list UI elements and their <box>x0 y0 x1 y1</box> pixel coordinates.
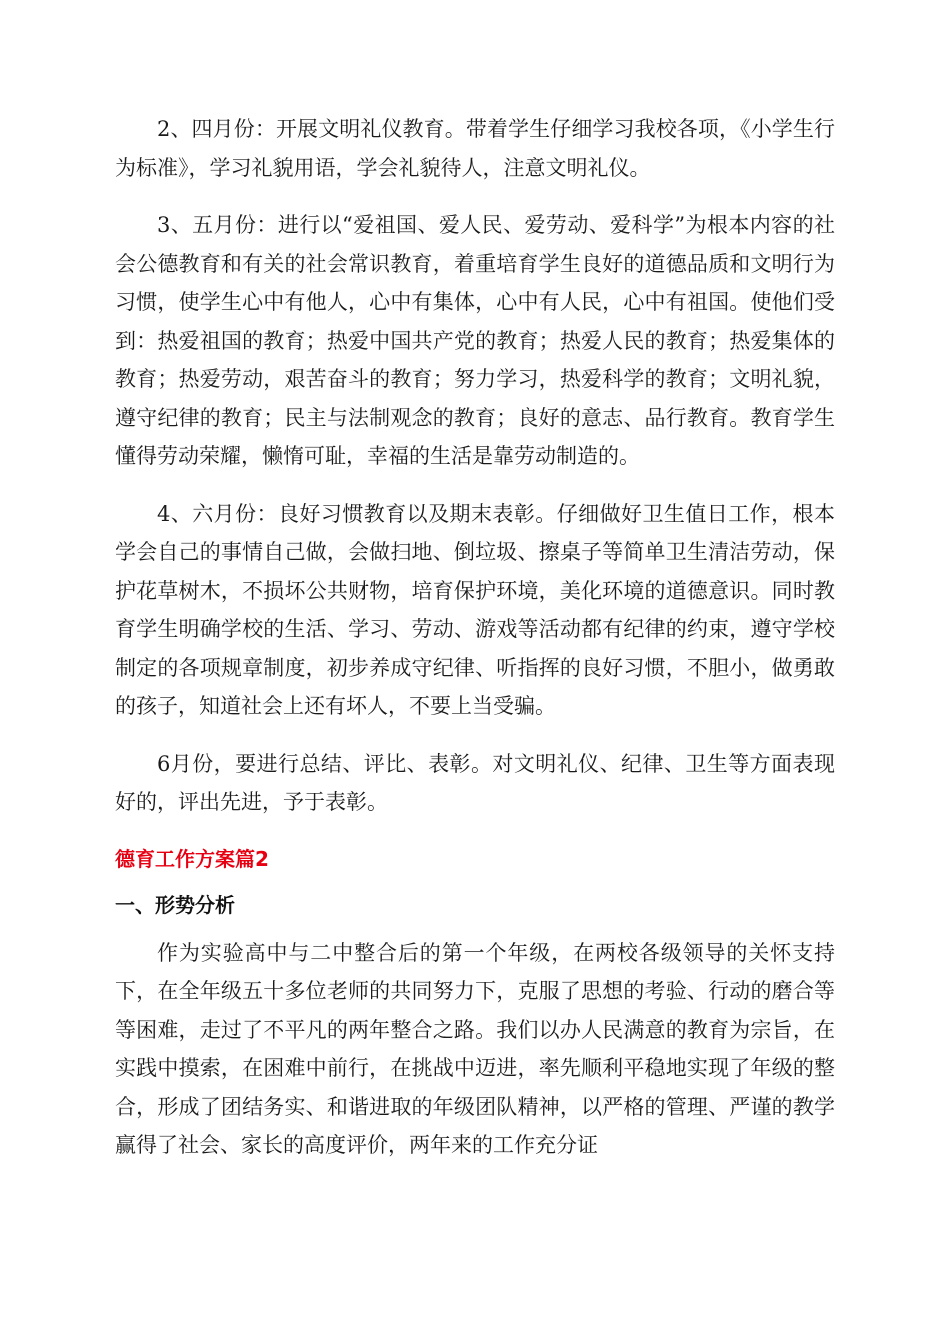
paragraph-june: 4、六月份：良好习惯教育以及期末表彰。仔细做好卫生值日工作，根本学会自己的事情自己做，会做扫地、倒垃圾、擦桌子等简单卫生清洁劳动，保护花草树木，不损坏公共财物，培育保护环境，美化环境的道德意识。同时教育学生明确学校的生活、学习、劳动、游戏等活动都有纪律的约束，遵守学校制定的各项规章制度，初步养成守纪律、听指挥的良好习惯，不胆小，做勇敢的孩子，知道社会上还有坏人，不要上当受骗。 <box>115 501 835 718</box>
document-page <box>115 110 835 1165</box>
paragraph-may: 3、五月份：进行以“爱祖国、爱人民、爱劳动、爱科学”为根本内容的社会公德教育和有关的社会常识教育，着重培育学生良好的道德品质和文明行为习惯，使学生心中有他人，心中有集体，心中有人民，心中有祖国。使他们受到：热爱祖国的教育；热爱中国共产党的教育；热爱人民的教育；热爱集体的教育；热爱劳动，艰苦奋斗的教育；努力学习，热爱科学的教育；文明礼貌，遵守纪律的教育；民主与法制观念的教育；良好的意志、品行教育。教育学生懂得劳动荣耀，懒惰可耻，幸福的生活是靠劳动制造的。 <box>115 213 835 468</box>
subsection-title: 一、形势分析 <box>115 892 235 917</box>
paragraph-analysis: 作为实验高中与二中整合后的第一个年级，在两校各级领导的关怀支持下，在全年级五十多位老师的共同努力下，克服了思想的考验、行动的磨合等等困难，走过了不平凡的两年整合之路。我们以办人民满意的教育为宗旨，在实践中摸索，在困难中前行，在挑战中迈进，率先顺利平稳地实现了年级的整合，形成了团结务实、和谐进取的年级团队精神，以严格的管理、严谨的教学赢得了社会、家长的高度评价，两年来的工作充分证 <box>115 940 835 1157</box>
section-title: 德育工作方案篇2 <box>115 846 269 871</box>
paragraph-april: 2、四月份：开展文明礼仪教育。带着学生仔细学习我校各项，《小学生行为标准》，学习礼貌用语，学会礼貌待人，注意文明礼仪。 <box>115 117 835 180</box>
paragraph-summary: 6月份，要进行总结、评比、表彰。对文明礼仪、纪律、卫生等方面表现好的，评出先进，予于表彰。 <box>115 751 835 814</box>
